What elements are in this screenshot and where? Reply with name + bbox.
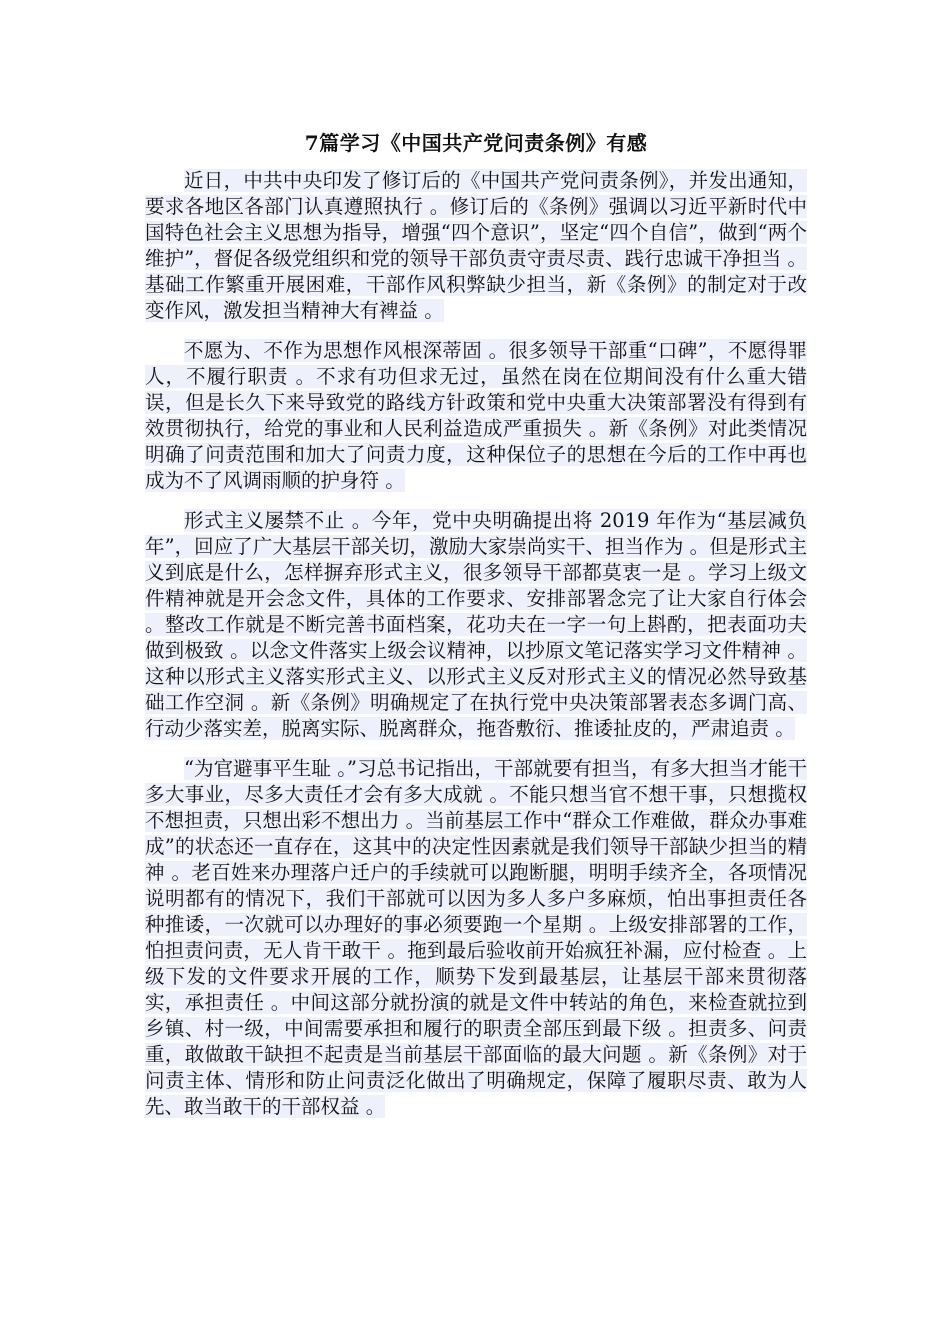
paragraph-1 (145, 168, 807, 324)
paragraph-2 (145, 338, 807, 494)
paragraph-2-text: 不愿为、不作为思想作风根深蒂固 。很多领导干部重“口碑”，不愿得罪人，不履行职责 。不求有功但求无过，虽然在岗在位期间没有什么重大错误，但是长久下来导致党的路线方针政策和党中央重大决策部署没有得到有效贯彻执行，给党的事业和人民利益造成严重损失 。新《条例》对此类情况明确了问责范围和加大了问责力度，这种保位子的思想在今后的工作中再也成为不了风调雨顺的护身符 。 (145, 339, 807, 492)
paragraph-4-text: “为官避事平生耻 。”习总书记指出，干部就要有担当，有多大担当才能干多大事业，尽多大责任才会有多大成就 。不能只想当官不想干事，只想揽权不想担责，只想出彩不想出力 。当前基层工作中“群众工作难做，群众办事难成”的状态还一直存在，这其中的决定性因素就是我们领导干部缺少担当的精神 。老百姓来办理落户迁户的手续就可以跑断腿，明明手续齐全，各项情况说明都有的情况下，我们干部就可以因为多人多户多麻烦，怕出事担责任各种推诿，一次就可以办理好的事必须要跑一个星期 。上级安排部署的工作，怕担责问责，无人肯干敢干 。拖到最后验收前开始疯狂补漏，应付检查 。上级下发的文件要求开展的工作，顺势下发到最基层，让基层干部来贯彻落实，承担责任 。中间这部分就扮演的就是文件中转站的角色，来检查就拉到乡镇、村一级，中间需要承担和履行的职责全部压到最下级 。担责多、问责重，敢做敢干缺担不起责是当前基层干部面临的最大问题 。新《条例》对于问责主体、情形和防止问责泛化做出了明确规定，保障了履职尽责、敢为人先、敢当敢干的干部权益 。 (145, 757, 807, 1118)
paragraph-4 (145, 756, 807, 1120)
document-title: 7篇学习《中国共产党问责条例》有感 (304, 131, 648, 155)
paragraph-1-text: 近日，中共中央印发了修订后的《中国共产党问责条例》，并发出通知，要求各地区各部门认真遵照执行 。修订后的《条例》强调以习近平新时代中国特色社会主义思想为指导，增强“四个意识”，坚定“四个自信”，做到“两个维护”，督促各级党组织和党的领导干部负责守责尽责、践行忠诚干净担当 。基础工作繁重开展困难，干部作风积弊缺少担当，新《条例》的制定对于改变作风，激发担当精神大有裨益 。 (145, 169, 807, 322)
paragraph-3 (145, 508, 807, 742)
document-body (145, 168, 807, 1134)
paragraph-3-text: 形式主义屡禁不止 。今年，党中央明确提出将 2019 年作为“基层减负年”，回应了广大基层干部关切，激励大家崇尚实干、担当作为 。但是形式主义到底是什么，怎样摒弃形式主义，很多领导干部都莫衷一是 。学习上级文件精神就是开会念文件，具体的工作要求、安排部署念完了让大家自行体会 。整改工作就是不断完善书面档案，花功夫在一字一句上斟酌，把表面功夫做到极致 。以念文件落实上级会议精神，以抄原文笔记落实学习文件精神 。这种以形式主义落实形式主义、以形式主义反对形式主义的情况必然导致基础工作空洞 。新《条例》明确规定了在执行党中央决策部署表态多调门高、行动少落实差，脱离实际、脱离群众，拖沓敷衍、推诿扯皮的，严肃追责 。 (145, 509, 807, 740)
